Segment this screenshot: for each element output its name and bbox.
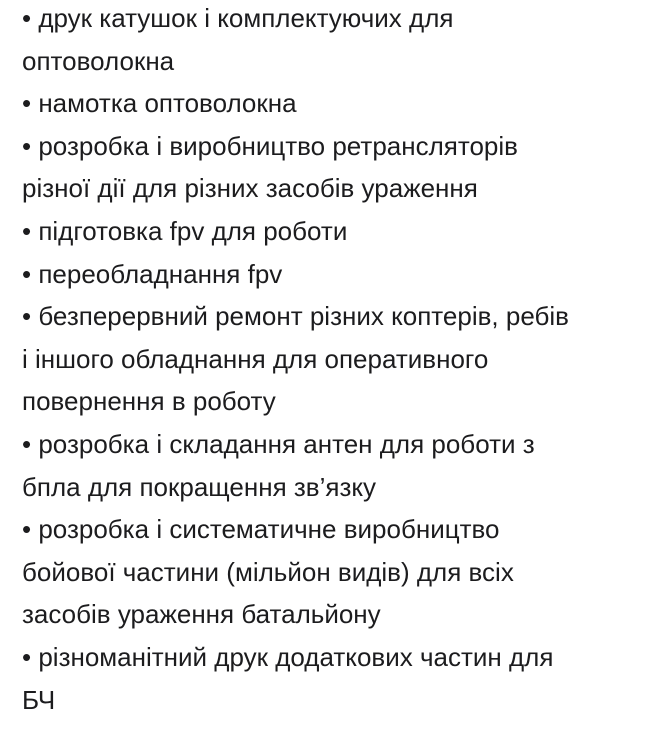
text-line: • розробка і складання антен для роботи з	[22, 428, 535, 459]
text-line: повернення в роботу	[22, 386, 276, 417]
text-line: і іншого обладнання для оперативного	[22, 343, 489, 374]
text-line: бойової частини (мільйон видів) для всіх	[22, 556, 514, 587]
text-line: • безперервний ремонт різних коптерів, ребів	[22, 301, 569, 332]
text-line: • різноманітний друк додаткових частин для	[22, 641, 554, 672]
text-line: засобів ураження батальйону	[22, 599, 381, 630]
text-line: • розробка і виробництво ретрансляторів	[22, 130, 518, 161]
text-line: • підготовка fpv для роботи	[22, 215, 348, 246]
text-line: • намотка оптоволокна	[22, 88, 297, 119]
text-line: • переобладнання fpv	[22, 258, 283, 289]
text-line: різної дії для різних засобів ураження	[22, 173, 478, 204]
text-line: • друк катушок і комплектуючих для	[22, 3, 454, 33]
text-line: БЧ	[22, 684, 56, 715]
text-line: бпла для покращення зв’язку	[22, 471, 377, 502]
text-line: • розробка і систематичне виробництво	[22, 514, 500, 545]
text-line: оптоволокна	[22, 45, 175, 76]
